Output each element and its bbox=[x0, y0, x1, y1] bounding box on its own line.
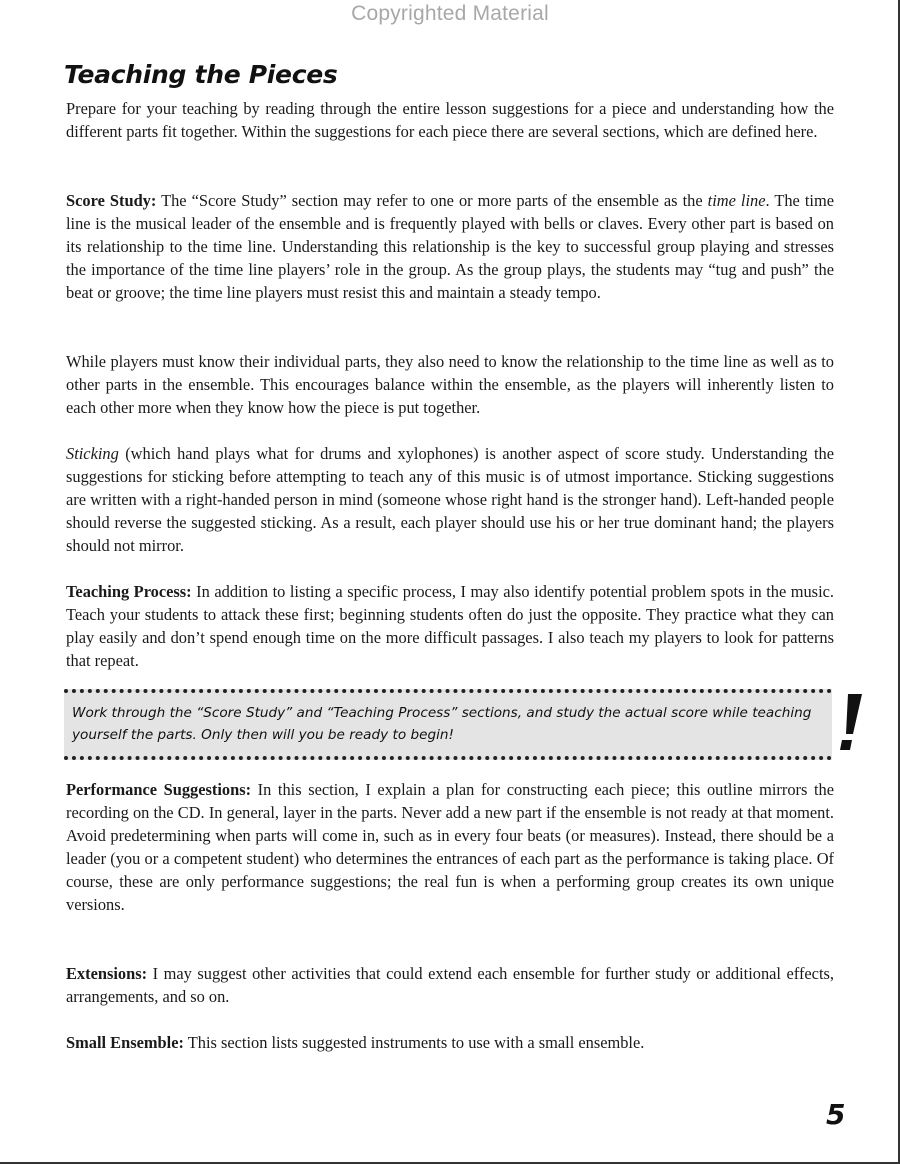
extensions-paragraph bbox=[66, 962, 834, 1008]
extensions-label: Extensions: bbox=[66, 964, 148, 983]
teaching-process-label: Teaching Process: bbox=[66, 582, 192, 601]
small-ensemble-label: Small Ensemble: bbox=[66, 1033, 184, 1052]
exclamation-icon bbox=[836, 692, 868, 754]
score-study-label: Score Study: bbox=[66, 191, 157, 210]
small-ensemble-text: This section lists suggested instruments to use with a small ensemble. bbox=[183, 1033, 645, 1052]
performance-paragraph bbox=[66, 778, 834, 916]
performance-text: In this section, I explain a plan for constructing each piece; this outline mirrors the recording on the CD. In general, layer in the parts. Never add a new part if the ensemble is not ready at that moment. Avoid predetermining when parts will come in, such as in every four beats (or measures). Instead, there should be a leader (you or a competent student) who determines the entrances of each part as the performance is taking place. Of course, these are only performance suggestions; the real fun is when a performing group creates its own unique versions. bbox=[66, 780, 834, 914]
sticking-paragraph bbox=[66, 442, 834, 557]
score-study-text-b: . The time line is the musical leader of the ensemble and is frequently played with bells or claves. Every other part is based on its relationship to the time line. Understanding this relationship is the key to successful group playing and stresses the importance of the time line players’ role in the group. As the group plays, the students may “tug and push” the beat or groove; the time line players must resist this and maintain a steady tempo. bbox=[66, 191, 834, 302]
sticking-text: (which hand plays what for drums and xylophones) is another aspect of score study. Understanding the suggestions for sticking before attempting to teach any of this music is of utmost importance. Sticking suggestions are written with a right-handed person in mind (someone whose right hand is the stronger hand). Left-handed people should reverse the suggested sticking. As a result, each player should use his or her true dominant hand; the players should not mirror. bbox=[66, 444, 834, 555]
players-paragraph: While players must know their individual parts, they also need to know the relationship to the time line as well as to other parts in the ensemble. This encourages balance within the ensemble, as the players will inherently listen to each other more when they know how the piece is put together. bbox=[66, 352, 834, 417]
teaching-process-paragraph bbox=[66, 580, 834, 672]
page-title: Teaching the Pieces bbox=[64, 60, 338, 89]
teaching-process-text: In addition to listing a specific process, I may also identify potential problem spots in the music. Teach your students to attack these first; beginning students often do just the opposite. They practice what they can play easily and don’t spend enough time on the more difficult passages. I also teach my players to look for patterns that repeat. bbox=[66, 582, 834, 670]
performance-label: Performance Suggestions: bbox=[66, 780, 252, 799]
sticking-term: Sticking bbox=[66, 444, 119, 463]
score-study-paragraph bbox=[66, 189, 834, 304]
callout-text: Work through the “Score Study” and “Teaching Process” sections, and study the actual score while teaching yourself the parts. Only then will you be ready to begin! bbox=[72, 705, 812, 743]
intro-paragraph: Prepare for your teaching by reading through the entire lesson suggestions for a piece and understanding how the different parts fit together. Within the suggestions for each piece there are several sections, which are defined here. bbox=[66, 99, 834, 141]
small-ensemble-paragraph bbox=[66, 1031, 834, 1054]
extensions-text: I may suggest other activities that could extend each ensemble for further study or additional effects, arrangements, and so on. bbox=[66, 964, 834, 1006]
callout-box bbox=[64, 689, 832, 760]
score-study-text-a: The “Score Study” section may refer to one or more parts of the ensemble as the bbox=[156, 191, 708, 210]
time-line-term: time line bbox=[707, 191, 766, 210]
watermark-text: Copyrighted Material bbox=[351, 2, 549, 25]
page-number: 5 bbox=[826, 1098, 846, 1131]
